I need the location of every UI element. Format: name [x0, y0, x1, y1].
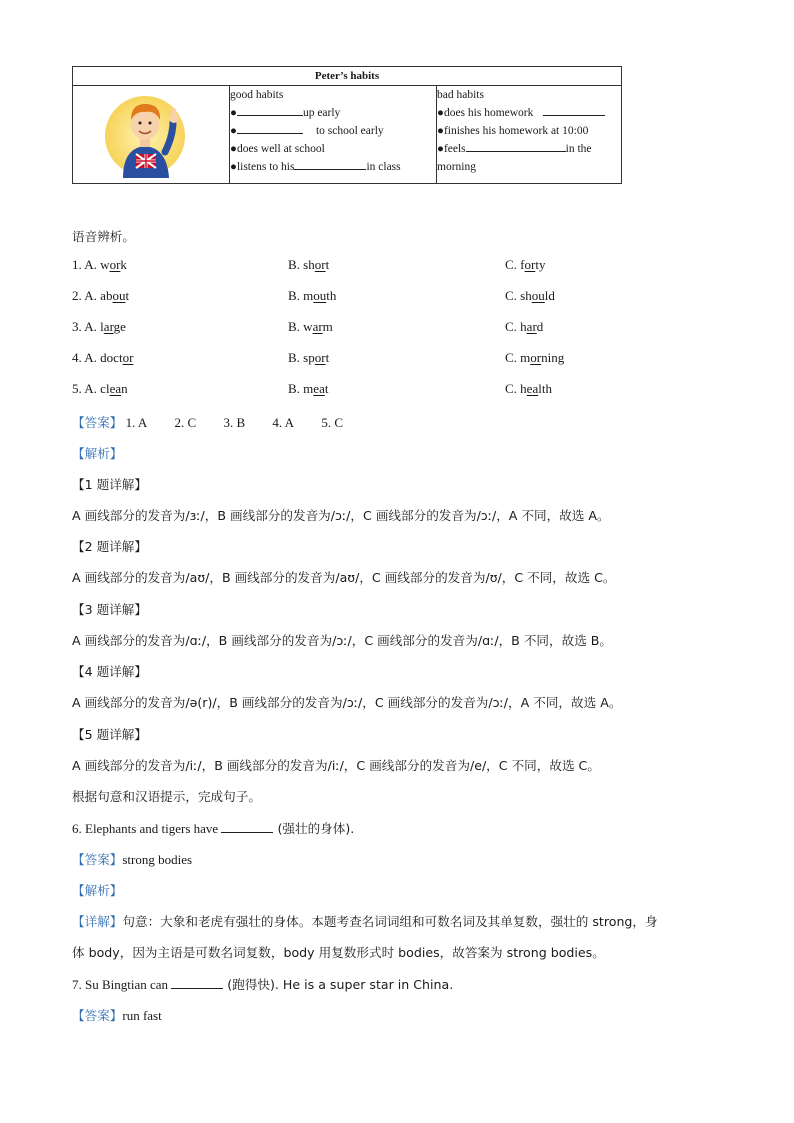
detail-heading: 【4 题详解】: [72, 664, 147, 679]
bad-habits-cell: [437, 86, 622, 184]
good-habits-cell: [230, 86, 437, 184]
option-a: 2. A. about: [72, 288, 130, 303]
good-habit-4: ●listens to his in class: [230, 158, 436, 176]
detail-text: A 画线部分的发音为/ɑː/，B 画线部分的发音为/ɔː/，C 画线部分的发音为/ɑː/，B 不同，故选 B。: [72, 633, 613, 648]
analysis-tag: 【解析】: [72, 446, 123, 461]
answer-item: 2. C: [174, 415, 197, 430]
answer-6: 【答案】strong bodies: [72, 852, 193, 867]
detail-text: A 画线部分的发音为/iː/，B 画线部分的发音为/iː/，C 画线部分的发音为/e/，C 不同，故选 C。: [72, 758, 600, 773]
answers-line: [72, 412, 367, 431]
bad-habits-header: bad habits: [437, 89, 484, 101]
bad-habit-3: ●feels in the: [437, 140, 621, 158]
good-habit-3: ●does well at school: [230, 143, 325, 155]
detail-text: A 画线部分的发音为/ɜː/，B 画线部分的发音为/ɔː/，C 画线部分的发音为/ɔː/，A 不同，故选 A。: [72, 508, 610, 523]
table-title: Peter’s habits: [73, 67, 622, 86]
section-title-sentences: 根据句意和汉语提示，完成句子。: [72, 789, 261, 804]
detail-text: A 画线部分的发音为/aʊ/，B 画线部分的发音为/aʊ/，C 画线部分的发音为/ʊ/，C 不同，故选 C。: [72, 570, 616, 585]
bad-habit-2: ●finishes his homework at 10:00: [437, 125, 589, 137]
detail-heading: 【2 题详解】: [72, 539, 147, 554]
boy-thumbs-up-icon: [73, 86, 229, 180]
question-7: 7. Su Bingtian can (跑得快). He is a super star in China.: [72, 977, 454, 992]
blank-7: [171, 976, 223, 989]
option-a: 3. A. large: [72, 319, 126, 334]
detail-heading: 【3 题详解】: [72, 602, 147, 617]
good-habit-2: ● to school early: [230, 122, 436, 140]
option-b: B. meat: [288, 381, 329, 396]
analysis-tag: 【解析】: [72, 883, 123, 898]
answer-item: 3. B: [223, 415, 246, 430]
option-b: B. sport: [288, 350, 330, 365]
good-habits-header: good habits: [230, 89, 284, 101]
detail-text: A 画线部分的发音为/ə(r)/，B 画线部分的发音为/ɔː/，C 画线部分的发音为/ɔː/，A 不同，故选 A。: [72, 695, 622, 710]
answer-item: 5. C: [321, 415, 343, 430]
detail-heading: 【1 题详解】: [72, 477, 147, 492]
answer-7: 【答案】run fast: [72, 1008, 162, 1023]
question-6: 6. Elephants and tigers have (强壮的身体).: [72, 821, 355, 836]
option-c: C. morning: [505, 350, 565, 365]
option-a: 5. A. clean: [72, 381, 128, 396]
option-b: B. short: [288, 257, 330, 272]
option-c: C. forty: [505, 257, 546, 272]
option-a: 4. A. doctor: [72, 350, 134, 365]
section-title-phonetics: 语音辨析。: [72, 229, 135, 244]
answer-tag: 【答案】: [72, 415, 123, 430]
detail-heading: 【5 题详解】: [72, 727, 147, 742]
bad-habit-1: ●does his homework: [437, 104, 621, 122]
option-c: C. hard: [505, 319, 544, 334]
good-habit-1: ● up early: [230, 104, 436, 122]
habits-table: [72, 66, 622, 184]
detail-6-line1: 【详解】句意：大象和老虎有强壮的身体。本题考查名词词组和可数名词及其单复数，强壮的 strong，身: [72, 914, 658, 929]
option-c: C. should: [505, 288, 555, 303]
bad-habit-3-cont: morning: [437, 161, 476, 173]
option-b: B. warm: [288, 319, 333, 334]
option-c: C. health: [505, 381, 552, 396]
option-b: B. mouth: [288, 288, 337, 303]
option-a: 1. A. work: [72, 257, 127, 272]
detail-6-line2: 体 body，因为主语是可数名词复数，body 用复数形式时 bodies，故答案为 strong bodies。: [72, 945, 605, 960]
answer-item: 4. A: [272, 415, 295, 430]
peter-illustration: [73, 86, 230, 184]
blank-6: [221, 820, 273, 833]
answer-item: 1. A: [125, 415, 148, 430]
